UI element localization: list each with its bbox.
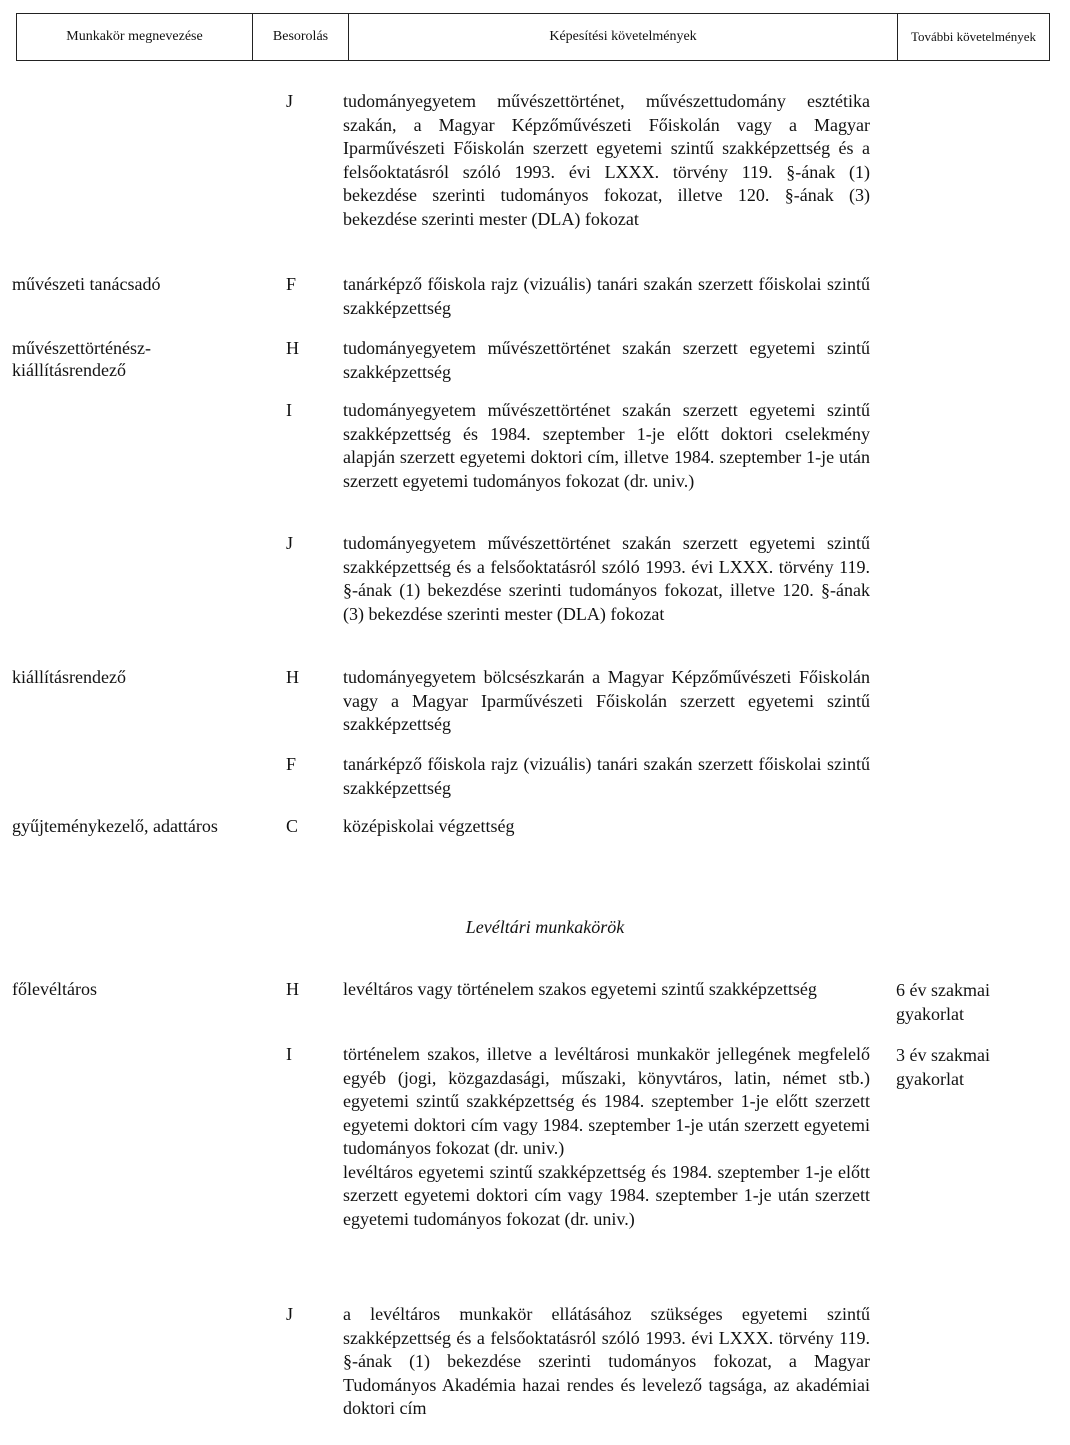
grade-cell: J xyxy=(286,91,294,111)
grade-cell: I xyxy=(286,400,292,420)
requirement-cell: a levéltáros munkakör ellátásához szükséges egyetemi szintű szakképzettség és a felsőoktatásról szóló 1993. évi LXXX. törvény 119. §-ának (1) bekezdése szerinti tudományos fokozat, a Magyar Tudományos Akadémia hazai rendes és levelező tagsága, az akadémiai doktori cím xyxy=(343,1304,870,1418)
requirement-text-alt: levéltáros egyetemi szintű szakképzettség és 1984. szeptember 1-je előtt szerzett egyetemi doktori cím vagy 1984. szeptember 1-je után szerzett egyetemi tudományos fokozat (dr. univ.) xyxy=(343,1161,870,1229)
requirement-cell: középiskolai végzettség xyxy=(343,816,515,836)
requirement-cell: tudományegyetem bölcsészkarán a Magyar Képzőművészeti Főiskolán vagy a Magyar Iparművészeti Főiskolán szerzett egyetemi szintű szakképzettség xyxy=(343,667,870,734)
grade-cell: F xyxy=(286,754,297,774)
job-title-cell: művészettörténész-kiállításrendező xyxy=(12,338,151,380)
section-title: Levéltári munkakörök xyxy=(465,917,625,937)
requirement-cell: tudományegyetem művészettörténet szakán szerzett egyetemi szintű szakképzettség és 1984. szeptember 1-je előtt doktori cselekmény alapján szerzett egyetemi doktori cím, illetve 1984. szeptember 1-je után szerzett egyetemi tudományos fokozat (dr. univ.) xyxy=(343,400,870,491)
grade-cell: H xyxy=(286,667,299,687)
grade-cell: F xyxy=(286,274,297,294)
requirement-cell: tudományegyetem művészettörténet szakán szerzett egyetemi szintű szakképzettség és a felsőoktatásról szóló 1993. évi LXXX. törvény 119. §-ának (1) bekezdése szerinti tudományos fokozat, illetve 120. §-ának (3) bekezdése szerinti mester (DLA) fokozat xyxy=(343,533,870,624)
grade-cell: J xyxy=(286,533,294,553)
grade-cell: J xyxy=(286,1304,294,1324)
requirement-cell xyxy=(343,1043,870,1231)
header-qualifications: Képesítési követelmények xyxy=(349,14,898,60)
requirement-cell: tanárképző főiskola rajz (vizuális) tanári szakán szerzett főiskolai szintű szakképzettség xyxy=(343,754,870,798)
grade-cell: H xyxy=(286,979,299,999)
grade-cell: H xyxy=(286,338,299,358)
table-header xyxy=(16,13,1050,61)
further-requirement-cell: 3 év szakmai gyakorlat xyxy=(896,1045,990,1089)
grade-cell: I xyxy=(286,1044,292,1064)
requirement-cell: tanárképző főiskola rajz (vizuális) tanári szakán szerzett főiskolai szintű szakképzettség xyxy=(343,274,870,318)
header-further-requirements: További követelmények xyxy=(910,29,1037,44)
job-title-cell: művészeti tanácsadó xyxy=(12,274,161,294)
further-requirement-cell: 6 év szakmai gyakorlat xyxy=(896,980,990,1024)
requirement-cell: tudományegyetem művészettörténet szakán szerzett egyetemi szintű szakképzettség xyxy=(343,338,870,382)
requirement-cell: tudományegyetem művészettörténet, művészettudomány esztétika szakán, a Magyar Képzőművészeti Főiskolán vagy a Magyar Iparművészeti Főiskolán szerzett egyetemi szintű szakképzettség és a felsőoktatásról szóló 1993. évi LXXX. törvény 119. §-ának (1) bekezdése szerinti tudományos fokozat, illetve 120. §-ának (3) bekezdése szerinti mester (DLA) fokozat xyxy=(343,91,870,229)
job-title-cell: kiállításrendező xyxy=(12,667,126,687)
job-title-cell: főlevéltáros xyxy=(12,979,97,999)
requirement-text: történelem szakos, illetve a levéltárosi munkakör jellegének megfelelő egyéb (jogi, közgazdasági, műszaki, könyvtáros, latin, német stb.) egyetemi szintű szakképzettség és 1984. szeptember 1-je előtt szerzett egyetemi doktori cím vagy 1984. szeptember 1-je után szerzett egyetemi tudományos fokozat (dr. univ.) xyxy=(343,1044,870,1158)
requirement-cell: levéltáros vagy történelem szakos egyetemi szintű szakképzettség xyxy=(343,979,817,999)
header-job-title: Munkakör megnevezése xyxy=(17,14,253,60)
header-grade: Besorolás xyxy=(253,14,349,60)
grade-cell: C xyxy=(286,816,299,836)
job-title-cell: gyűjteménykezelő, adattáros xyxy=(12,816,218,836)
